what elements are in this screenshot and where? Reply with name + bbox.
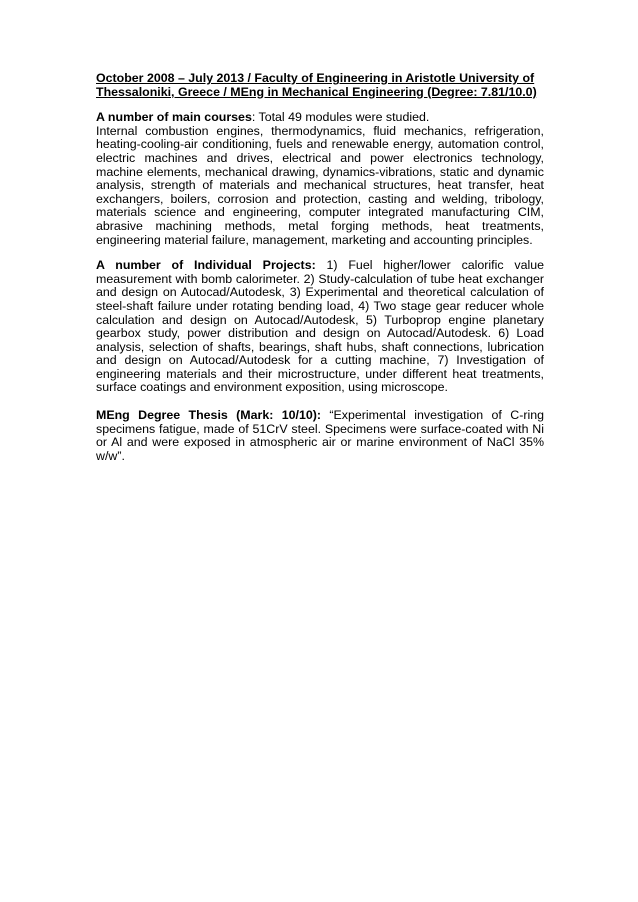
- main-courses-intro: : Total 49 modules were studied.: [251, 110, 430, 125]
- individual-projects-text: 1) Fuel higher/lower calorific value measurement with bomb calorimeter. 2) Study-calculation of tube heat exchanger and design on Autocad/Autodesk, 3) Experimental and theoretical calculation of steel-shaft failure under rotating bending load, 4) Two stage gear reducer whole calculation and design on Autocad/Autodesk, 5) Turboprop engine planetary gearbox study, power distribution and design on Autocad/Autodesk. 6) Load analysis, selection of shafts, bearings, shaft hubs, shaft connections, lubrication and design on Autocad/Autodesk for a cutting machine, 7) Investigation of engineering materials and their microstructure, under different heat treatments, surface coatings and environment exposition, using microscope.: [96, 258, 545, 395]
- main-courses-list: Internal combustion engines, thermodynamics, fluid mechanics, refrigeration, heating-cooling-air conditioning, fuels and renewable energy, automation control, electric machines and drives, electrical and power electronics technology, machine elements, mechanical drawing, dynamics-vibrations, static and dynamic analysis, strength of materials and mechanical structures, heat transfer, heat exchangers, boilers, corrosion and protection, casting and welding, tribology, materials science and engineering, computer integrated manufacturing CIM, abrasive machining methods, metal forging methods, heat treatments, engineering material failure, management, marketing and accounting principles.: [96, 123, 544, 247]
- main-courses-label: A number of main courses: [96, 110, 252, 125]
- individual-projects-section: [96, 259, 544, 395]
- thesis-section: [96, 409, 544, 463]
- individual-projects-label: A number of Individual Projects:: [96, 258, 316, 273]
- document-page: [96, 72, 544, 475]
- education-heading-line2: Thessaloniki, Greece / MEng in Mechanical Engineering (Degree: 7.81/10.0): [96, 84, 537, 99]
- thesis-label: MEng Degree Thesis (Mark: 10/10):: [96, 408, 322, 423]
- main-courses-section: [96, 111, 544, 247]
- education-heading: [96, 72, 544, 99]
- education-heading-line1: October 2008 – July 2013 / Faculty of Engineering in Aristotle University of: [96, 71, 535, 85]
- thesis-text: “Experimental investigation of C-ring specimens fatigue, made of 51CrV steel. Specimens were surface-coated with Ni or Al and were exposed in atmospheric air or marine environment of NaCl 35% w/w”.: [96, 408, 544, 463]
